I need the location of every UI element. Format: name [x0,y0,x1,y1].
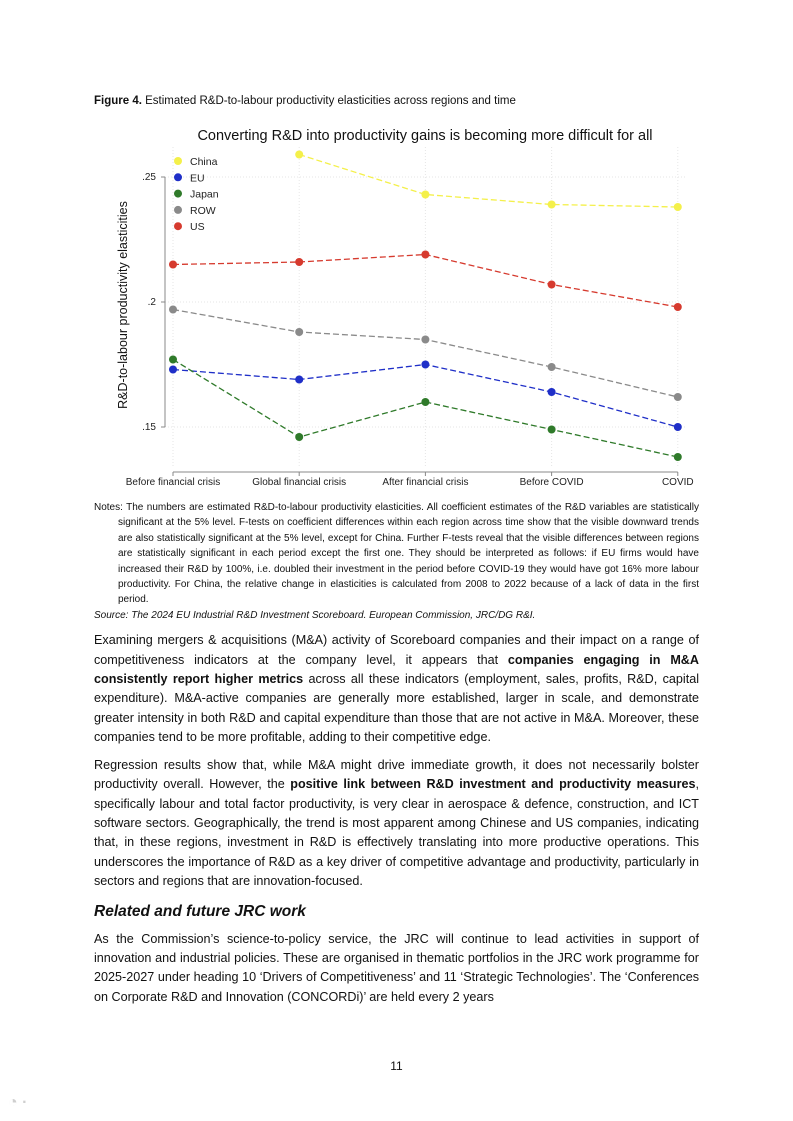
data-point-us [548,281,556,289]
source-text: Source: The 2024 EU Industrial R&D Investment Scoreboard. European Commission, JRC/DG R&I. [94,609,536,621]
figure-label: Figure 4. [94,95,142,107]
x-tick-label: COVID [661,477,694,488]
x-tick-label: Before financial crisis [125,477,221,488]
paragraph-ma [94,631,699,747]
paragraph-regression [94,756,699,892]
legend-marker-japan [174,190,182,198]
data-point-eu [169,366,177,374]
data-point-eu [295,376,303,384]
data-point-japan [295,433,303,441]
data-point-us [169,261,177,269]
data-point-japan [548,426,556,434]
series-line-us [173,255,678,308]
figure-caption [94,95,516,107]
data-point-us [421,251,429,259]
y-axis-label: R&D-to-labour productivity elasticities [116,201,130,409]
figure-notes [94,500,699,623]
page-number: 11 [390,1059,403,1073]
x-tick-label: After financial crisis [382,477,469,488]
legend-label-eu: EU [190,172,205,185]
x-tick-label: Before COVID [519,477,584,488]
chart-title: Converting R&D into productivity gains is becoming more difficult for all [197,128,653,144]
data-point-china [295,151,303,159]
figure-caption-text: Estimated R&D-to-labour productivity elasticities across regions and time [145,95,516,107]
line-chart [100,120,710,490]
data-point-us [674,303,682,311]
data-point-us [295,258,303,266]
bold-text: positive link between R&D investment and productivity measures [290,777,696,792]
data-point-row [421,336,429,344]
watermark-logo: ◔ · [8,1094,28,1111]
paragraph-text: As the Commission’s science-to-policy service, the JRC will continue to lead activities in support of innovation and industrial policies. These are organised in thematic portfolios in the JRC work programme for 2025-2027 under heading 10 ‘Drivers of Competitiveness’ and 11 ‘Strategic Technologies’. The ‘Conferences on Corporate R&D and Innovation (CONCORDi)’ are held every 2 years [94,931,699,1004]
legend-label-row: ROW [190,204,216,217]
legend-marker-row [174,206,182,214]
data-point-row [169,306,177,314]
data-point-china [421,191,429,199]
paragraph-jrc-work [94,930,699,1008]
legend-marker-us [174,222,182,230]
data-point-eu [421,361,429,369]
data-point-eu [548,388,556,396]
section-heading: Related and future JRC work [94,902,306,920]
data-point-row [295,328,303,336]
data-point-row [674,393,682,401]
paragraph-text: Examining mergers & acquisitions (M&A) activity of Scoreboard companies and their impact on a range of competitiveness indicators at the company level, it appears that [94,633,699,667]
x-tick-label: Global financial crisis [252,477,347,488]
bold-text: companies engaging in M&A consistently report higher metrics [94,652,699,687]
data-point-china [674,203,682,211]
paragraph-text: across all these indicators (employment, sales, profits, R&D, capital expenditure). M&A-active companies are generally more established, larger in scale, and demonstrate greater intensity in both R&D and capital expenditure than those that are not active in M&A. Moreover, these companies tend to be more profitable, adding to their competitive edge. [94,672,699,745]
notes-text: Notes: The numbers are estimated R&D-to-labour productivity elasticities. All coefficient estimates of the R&D variables are statistically significant at the 5% level. F-tests on coefficient differences within each region across time show that the visible downward trends are also statistically significant at the 5% level, except for China. Further F-tests reveal that the visible differences between regions are statistically significant in each period except the first one. They should be interpreted as follows: if EU firms would have increased their R&D by 100%, i.e. doubled their investment in the period before COVID-19 they would have got 16% more labour productivity. For China, the relative change in elasticities is calculated from 2008 to 2022 because of a lack of data in the first period. [94,502,699,606]
data-point-row [548,363,556,371]
paragraph-text: Regression results show that, while M&A might drive immediate growth, it does not necessarily bolster productivity overall. However, the [94,757,699,792]
data-point-japan [674,453,682,461]
y-tick-label: .25 [142,172,156,183]
series-line-china [299,155,678,208]
y-tick-label: .2 [147,297,156,308]
paragraph-text: , specifically labour and total factor productivity, is very clear in aerospace & defence, construction, and ICT software sectors. Geographically, the trend is most apparent among Chinese and US companies, indicating that, in these regions, investment in R&D is effectively translating into more productive operations. This underscores the importance of R&D as a key driver of competitive advantage and productivity, particularly in sectors and regions that are innovation-focused. [94,777,699,889]
legend-label-us: US [190,221,205,234]
legend-marker-eu [174,173,182,181]
legend-marker-china [174,157,182,165]
data-point-japan [421,398,429,406]
series-line-row [173,310,678,398]
data-point-eu [674,423,682,431]
legend-label-japan: Japan [190,188,219,201]
body-text-column [94,500,699,1007]
legend-label-china: China [190,156,218,168]
y-tick-label: .15 [142,422,156,433]
data-point-japan [169,356,177,364]
data-point-china [548,201,556,209]
